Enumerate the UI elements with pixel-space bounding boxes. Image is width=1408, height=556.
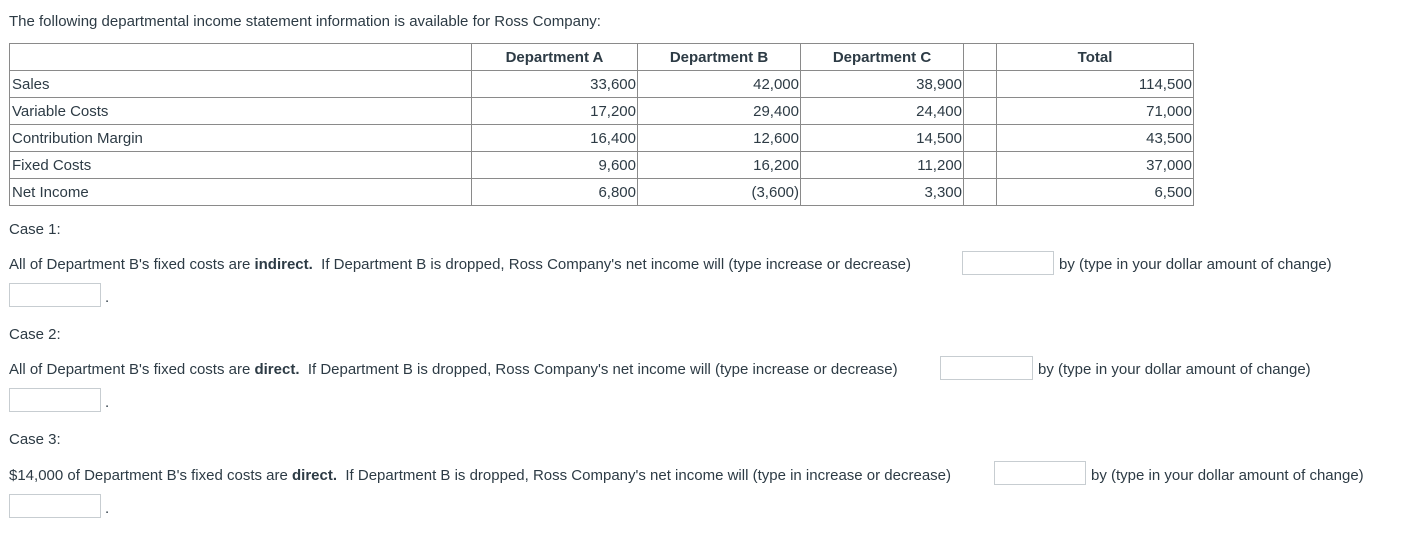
case-1-amount-prompt: by (type in your dollar amount of change): [1059, 256, 1332, 273]
row-label: Net Income: [10, 179, 472, 206]
case-3-period: .: [105, 500, 110, 517]
table-header-row: [10, 44, 1194, 71]
table-row-sales: [10, 71, 1194, 98]
cell-blank: [964, 179, 997, 206]
case-1-period: .: [105, 289, 110, 306]
income-statement-table: [9, 43, 1194, 206]
cell-total: 37,000: [997, 152, 1194, 179]
case-3-amount-prompt: by (type in your dollar amount of change): [1091, 467, 1364, 484]
case-3-question: [9, 467, 951, 484]
header-label-column: [10, 44, 472, 71]
table-row-net-income: [10, 179, 1194, 206]
case-1-title: Case 1:: [9, 221, 61, 238]
table-row-contribution-margin: [10, 125, 1194, 152]
row-label: Contribution Margin: [10, 125, 472, 152]
cell-department-c: 24,400: [801, 98, 964, 125]
cell-total: 43,500: [997, 125, 1194, 152]
row-label: Sales: [10, 71, 472, 98]
cell-department-b: 16,200: [638, 152, 801, 179]
intro-text: The following departmental income statement information is available for Ross Company:: [9, 13, 601, 30]
row-label: Variable Costs: [10, 98, 472, 125]
row-label: Fixed Costs: [10, 152, 472, 179]
table-row-fixed-costs: [10, 152, 1194, 179]
question-bold-term: indirect.: [254, 256, 313, 273]
header-blank-column: [964, 44, 997, 71]
case-1-direction-input[interactable]: [962, 251, 1054, 275]
cell-department-b: 42,000: [638, 71, 801, 98]
case-1-amount-input[interactable]: [9, 283, 101, 307]
question-text: If Department B is dropped, Ross Company's net income will (type increase or decrease): [299, 361, 898, 378]
case-2-amount-prompt: by (type in your dollar amount of change): [1038, 361, 1311, 378]
cell-department-b: 29,400: [638, 98, 801, 125]
case-3-title: Case 3:: [9, 431, 61, 448]
case-2-title: Case 2:: [9, 326, 61, 343]
case-2-question: [9, 361, 898, 378]
header-department-b: Department B: [638, 44, 801, 71]
question-text: $14,000 of Department B's fixed costs are: [9, 467, 293, 484]
question-text: If Department B is dropped, Ross Company's net income will (type in increase or decrease): [337, 467, 951, 484]
cell-blank: [964, 71, 997, 98]
cell-blank: [964, 152, 997, 179]
question-text: All of Department B's fixed costs are: [9, 361, 255, 378]
cell-total: 6,500: [997, 179, 1194, 206]
table-row-variable-costs: [10, 98, 1194, 125]
header-total: Total: [997, 44, 1194, 71]
case-2-direction-input[interactable]: [940, 356, 1033, 380]
question-bold-term: direct.: [292, 467, 338, 484]
question-text: If Department B is dropped, Ross Company's net income will (type increase or decrease): [312, 256, 911, 273]
cell-blank: [964, 98, 997, 125]
cell-department-b: (3,600): [638, 179, 801, 206]
case-1-question: [9, 256, 911, 273]
cell-department-c: 11,200: [801, 152, 964, 179]
cell-total: 71,000: [997, 98, 1194, 125]
cell-department-a: 33,600: [472, 71, 638, 98]
case-2-amount-input[interactable]: [9, 388, 101, 412]
cell-department-a: 6,800: [472, 179, 638, 206]
cell-department-a: 9,600: [472, 152, 638, 179]
cell-department-a: 16,400: [472, 125, 638, 152]
header-department-c: Department C: [801, 44, 964, 71]
case-3-direction-input[interactable]: [994, 461, 1086, 485]
cell-department-c: 14,500: [801, 125, 964, 152]
cell-department-a: 17,200: [472, 98, 638, 125]
cell-department-b: 12,600: [638, 125, 801, 152]
cell-department-c: 38,900: [801, 71, 964, 98]
cell-department-c: 3,300: [801, 179, 964, 206]
cell-blank: [964, 125, 997, 152]
header-department-a: Department A: [472, 44, 638, 71]
question-text: All of Department B's fixed costs are: [9, 256, 255, 273]
case-2-period: .: [105, 394, 110, 411]
cell-total: 114,500: [997, 71, 1194, 98]
question-bold-term: direct.: [254, 361, 300, 378]
case-3-amount-input[interactable]: [9, 494, 101, 518]
